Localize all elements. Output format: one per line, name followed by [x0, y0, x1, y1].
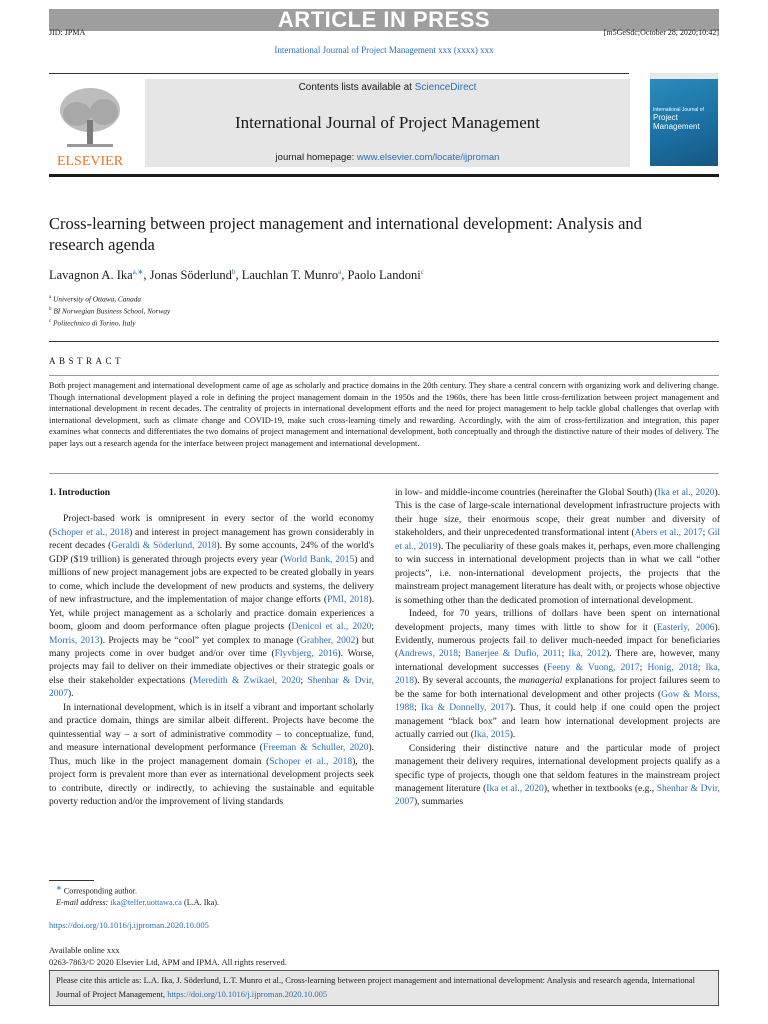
citation-link[interactable]: Easterly, 2006	[656, 622, 715, 633]
body-text: ). Yet, while project management as a scholarly and practice domain experiences a boom, gloom and doom performance often plague projects (	[49, 595, 374, 633]
affiliation-item	[49, 317, 170, 329]
author-name[interactable]: Lauchlan T. Munro	[241, 268, 339, 283]
body-text: ;	[702, 528, 708, 539]
body-text: ). Thus, much like in the project management domain (	[49, 743, 375, 767]
affiliations	[49, 293, 170, 329]
affiliation-text: Politechnico di Torino, Italy	[53, 318, 136, 328]
header-rule	[49, 73, 629, 74]
email-suffix: (L.A. Ika).	[181, 898, 219, 908]
journal-reference-link[interactable]: International Journal of Project Management xxx (xxxx) xxx	[274, 45, 494, 55]
author-affiliation-marker[interactable]: a,∗	[132, 268, 144, 276]
citation-link[interactable]: PMI, 2018	[327, 595, 369, 606]
contents-line	[145, 82, 630, 93]
body-text: ) and interest in project management has grown considerably in recent decades (	[49, 527, 374, 552]
body-paragraph	[395, 743, 720, 810]
citation-link[interactable]: Honig, 2018	[647, 662, 698, 673]
body-text: Project-based work is omnipresent in every sector of the world economy (	[49, 514, 374, 538]
body-text: Indeed, for 70 years, trillions of dollars have been spent on international development projects, many times with little to show for it (	[395, 609, 720, 633]
body-text: ;	[414, 703, 422, 714]
body-text: ), whether in textbooks (e.g.,	[543, 783, 657, 794]
homepage-link[interactable]: www.elsevier.com/locate/ijproman	[356, 152, 500, 163]
abstract-heading: ABSTRACT	[49, 356, 125, 366]
citation-doi-link[interactable]: https://doi.org/10.1016/j.ijproman.2020.10.005	[167, 989, 328, 999]
citation-link[interactable]: Shenhar & Dvir, 2007	[395, 783, 720, 808]
body-paragraph	[395, 608, 720, 743]
sciencedirect-link[interactable]: ScienceDirect	[414, 82, 477, 93]
affiliation-text: BI Norwegian Business School, Norway	[53, 306, 171, 316]
elsevier-tree-logo	[49, 80, 131, 168]
homepage-line	[145, 152, 630, 163]
affiliation-marker: a	[49, 295, 52, 300]
footnote-marker: ∗	[56, 885, 62, 892]
citation-link[interactable]: Gow & Morss, 1988	[395, 689, 720, 714]
body-left-column	[49, 487, 374, 809]
body-text: In international development, which is in itself a vibrant and important scholarly and practice domain, things are similar albeit different. Projects have become the quintessential way – a sort of administrative commodity – to conceptualize, fund, and measure international development performance (	[49, 702, 374, 754]
citation-link[interactable]: Schoper et al., 2018	[52, 527, 130, 538]
body-text: ;	[371, 622, 374, 633]
email-link[interactable]: ika@telfer.uottawa.ca	[110, 898, 182, 908]
body-text: ;	[300, 675, 308, 686]
body-text: Considering their distinctive nature and the particular mode of project management their delivery requires, international development projects qualify as a specific type of projects, though one that seldom features in the mainstream project management literature (	[395, 743, 720, 794]
citation-link[interactable]: Freeman & Schuller, 2020	[262, 743, 369, 754]
citation-link[interactable]: Ika, 2015	[473, 730, 510, 741]
availability	[49, 944, 287, 968]
body-text: ). Projects may be “cool” yet complex to manage (	[99, 635, 300, 646]
body-text: in low- and middle-income countries (hereinafter the Global South) (	[395, 488, 658, 498]
cover-title	[653, 107, 704, 131]
affiliation-item	[49, 293, 170, 305]
body-text: ), summaries	[414, 797, 464, 808]
body-text: explanations for project failures seem to be the same for both international development and other projects (	[395, 676, 720, 700]
journal-title: International Journal of Project Management	[235, 113, 540, 132]
body-text: ). Worse, projects may fail to deliver on their immediate objectives or their strategic goals or else their stakeholder expectations (	[49, 648, 374, 686]
body-text: ). This is the case of large-scale international development infrastructure projects with their huge size, their enormous scope, their great number and diversity of stakeholders, and their unprecedented transformational intent (	[395, 488, 720, 539]
citation-link[interactable]: Ika, 2012	[568, 649, 607, 660]
cover-title-line-1: International Journal of	[653, 107, 704, 113]
header-thick-rule	[49, 174, 719, 177]
homepage-prefix: journal homepage:	[275, 152, 357, 163]
body-text: ). There are, however, many international development successes (	[395, 649, 720, 673]
abstract-bottom-rule	[49, 473, 719, 474]
cover-title-line-2: Project	[653, 113, 678, 122]
author-list	[49, 268, 424, 283]
abstract-heading-rule	[49, 375, 719, 376]
footnote-rule	[49, 880, 94, 881]
body-text: ). By some accounts, 24% of the world's GDP ($19 trillion) is generated through projects every year (	[49, 541, 374, 565]
author-affiliation-marker[interactable]: c	[420, 268, 424, 276]
body-text: ).	[509, 730, 516, 741]
author-name[interactable]: Paolo Landoni	[347, 268, 421, 283]
author-separator: ,	[235, 268, 242, 283]
corresponding-label: Corresponding author.	[63, 886, 138, 896]
body-right-column	[395, 487, 720, 810]
doi-link[interactable]: https://doi.org/10.1016/j.ijproman.2020.10.005	[49, 920, 209, 930]
citation-link[interactable]: Ika et al., 2020	[486, 783, 544, 794]
body-paragraph	[395, 487, 720, 608]
body-text: ;	[561, 649, 569, 660]
body-text: ;	[639, 662, 648, 673]
citation-link[interactable]: Denicol et al., 2020	[291, 622, 372, 633]
affiliation-item	[49, 305, 170, 317]
body-paragraph	[49, 513, 374, 701]
citation-link[interactable]: Andrews, 2018	[398, 649, 459, 660]
available-online: Available online xxx	[49, 945, 120, 955]
corresponding-author-note	[56, 883, 219, 897]
body-text: ) but many projects come in over budget and/or over time (	[49, 635, 374, 659]
body-text: ).	[68, 689, 74, 700]
author-name[interactable]: Jonas Söderlund	[149, 268, 232, 283]
citation-link[interactable]: Abers et al., 2017	[634, 528, 703, 539]
author-separator: ,	[143, 268, 150, 283]
body-text: ). The peculiarity of these goals makes it, perhaps, even more challenging to win success in international development projects than in what we call “other projects”, i.e. non-international development projects, the projects that the mainstream project management literature has dealt with, or projects whose objective is something other than the dedicated promotion of international development.	[395, 541, 721, 606]
citation-link[interactable]: Gil et al., 2019	[395, 528, 720, 552]
citation-link[interactable]: Geraldi & Söderlund, 2018	[111, 541, 217, 552]
body-text: ). Evidently, numerous projects fail to deliver much-needed impact for beneficiaries (	[395, 622, 720, 660]
affiliation-marker: c	[49, 318, 52, 324]
citation-link[interactable]: Feeny & Vuong, 2017	[547, 662, 640, 673]
section-heading: 1. Introduction	[49, 488, 111, 498]
body-text: ). Thus, it could help if one could open the project management “black box” and learn how international development projects are actually carried out (	[395, 703, 721, 741]
build-reference: [m5GeSdc;October 28, 2020;10:42]	[603, 28, 719, 37]
author-separator: ,	[341, 268, 348, 283]
citation-link[interactable]: Shenhar & Dvir, 2007	[49, 675, 374, 700]
author-name[interactable]: Lavagnon A. Ika	[49, 268, 133, 283]
contents-prefix: Contents lists available at	[298, 82, 415, 93]
author-affiliation-marker[interactable]: b	[231, 268, 236, 276]
citation-link[interactable]: Banerjee & Duflo, 2011	[464, 649, 562, 660]
abstract-top-rule	[49, 341, 719, 342]
email-note	[56, 897, 219, 909]
body-text: ;	[458, 649, 465, 660]
citation-link[interactable]: Ika et al., 2020	[657, 488, 715, 498]
footnote	[56, 883, 219, 909]
citation-link[interactable]: Schoper et al., 2018	[269, 756, 353, 767]
right-column-paragraphs	[395, 487, 720, 810]
emphasis-text: managerial	[518, 676, 563, 687]
citation-box	[49, 970, 719, 1006]
affiliation-text: University of Ottawa, Canada	[53, 294, 142, 304]
body-text: ), the project form is prevalent more than ever as international development projects seek to contribute, directly or indirectly, to achieving the sustainable and equitable poverty reduction and/or the improvement of living standards	[49, 756, 374, 807]
citation-link[interactable]: Flyvbjerg, 2016	[274, 648, 338, 659]
citation-link[interactable]: Grabher, 2002	[299, 635, 356, 646]
body-paragraph	[49, 702, 374, 810]
journal-id: JID: JPMA	[49, 28, 86, 37]
abstract-text: Both project management and international development came of age as scholarly and practice domains in the 20th century. They share a central concern with organizing work and delivering change. Though international development played a role in defining the project management domain in the 1950s and the 1960s, there has been little cross-fertilization between project management and international development in recent decades. The centrality of projects in international development efforts and the need for project management to help tackle global challenges that overlap with international development, such as climate change and COVID-19, make such cross-learning timely and rewarding. Accordingly, with the aim of cross-fertilization and integration, this paper examines what connects and differentiates the two domains of project management and international development, both conceptually and through the distinctive nature of their modes of delivery. The paper lays out a research agenda for the interface between project management and international development.	[49, 381, 719, 448]
citation-link[interactable]: Ika, 2018	[395, 662, 721, 687]
body-text: ;	[697, 662, 706, 673]
publisher-logo-text: ELSEVIER	[56, 154, 124, 168]
citation-link[interactable]: Meredith & Zwikael, 2020	[192, 675, 301, 686]
citation-link[interactable]: World Bank, 2015	[283, 554, 355, 565]
email-label: E-mail address:	[56, 898, 109, 908]
journal-cover-thumbnail	[650, 73, 718, 166]
article-title: Cross-learning between project management and international development: Analysis and research agenda	[49, 214, 642, 254]
article-in-press-banner: ARTICLE IN PRESS	[49, 9, 719, 31]
citation-link[interactable]: Ika & Donnelly, 2017	[421, 703, 510, 714]
body-text: ) and millions of new project management jobs are expected to be created globally in years to come, which include the development of new products and systems, the delivery of new infrastructure, and the implementation of major change efforts (	[49, 554, 374, 606]
copyright: 0263-7863/© 2020 Elsevier Ltd, APM and IPMA. All rights reserved.	[49, 957, 287, 967]
cover-title-line-3: Management	[653, 122, 700, 131]
author-affiliation-marker[interactable]: a	[338, 268, 342, 276]
citation-text: Please cite this article as: L.A. Ika, J. Söderlund, L.T. Munro et al., Cross-learning between project management and international development: Analysis and research agenda, International Journal of Project Management,	[56, 975, 696, 999]
body-text: ). By several accounts, the	[414, 676, 519, 687]
cover-top-strip	[650, 73, 718, 79]
citation-link[interactable]: Morris, 2013	[49, 635, 100, 646]
affiliation-marker: b	[49, 306, 52, 312]
left-column-paragraphs	[49, 513, 374, 809]
